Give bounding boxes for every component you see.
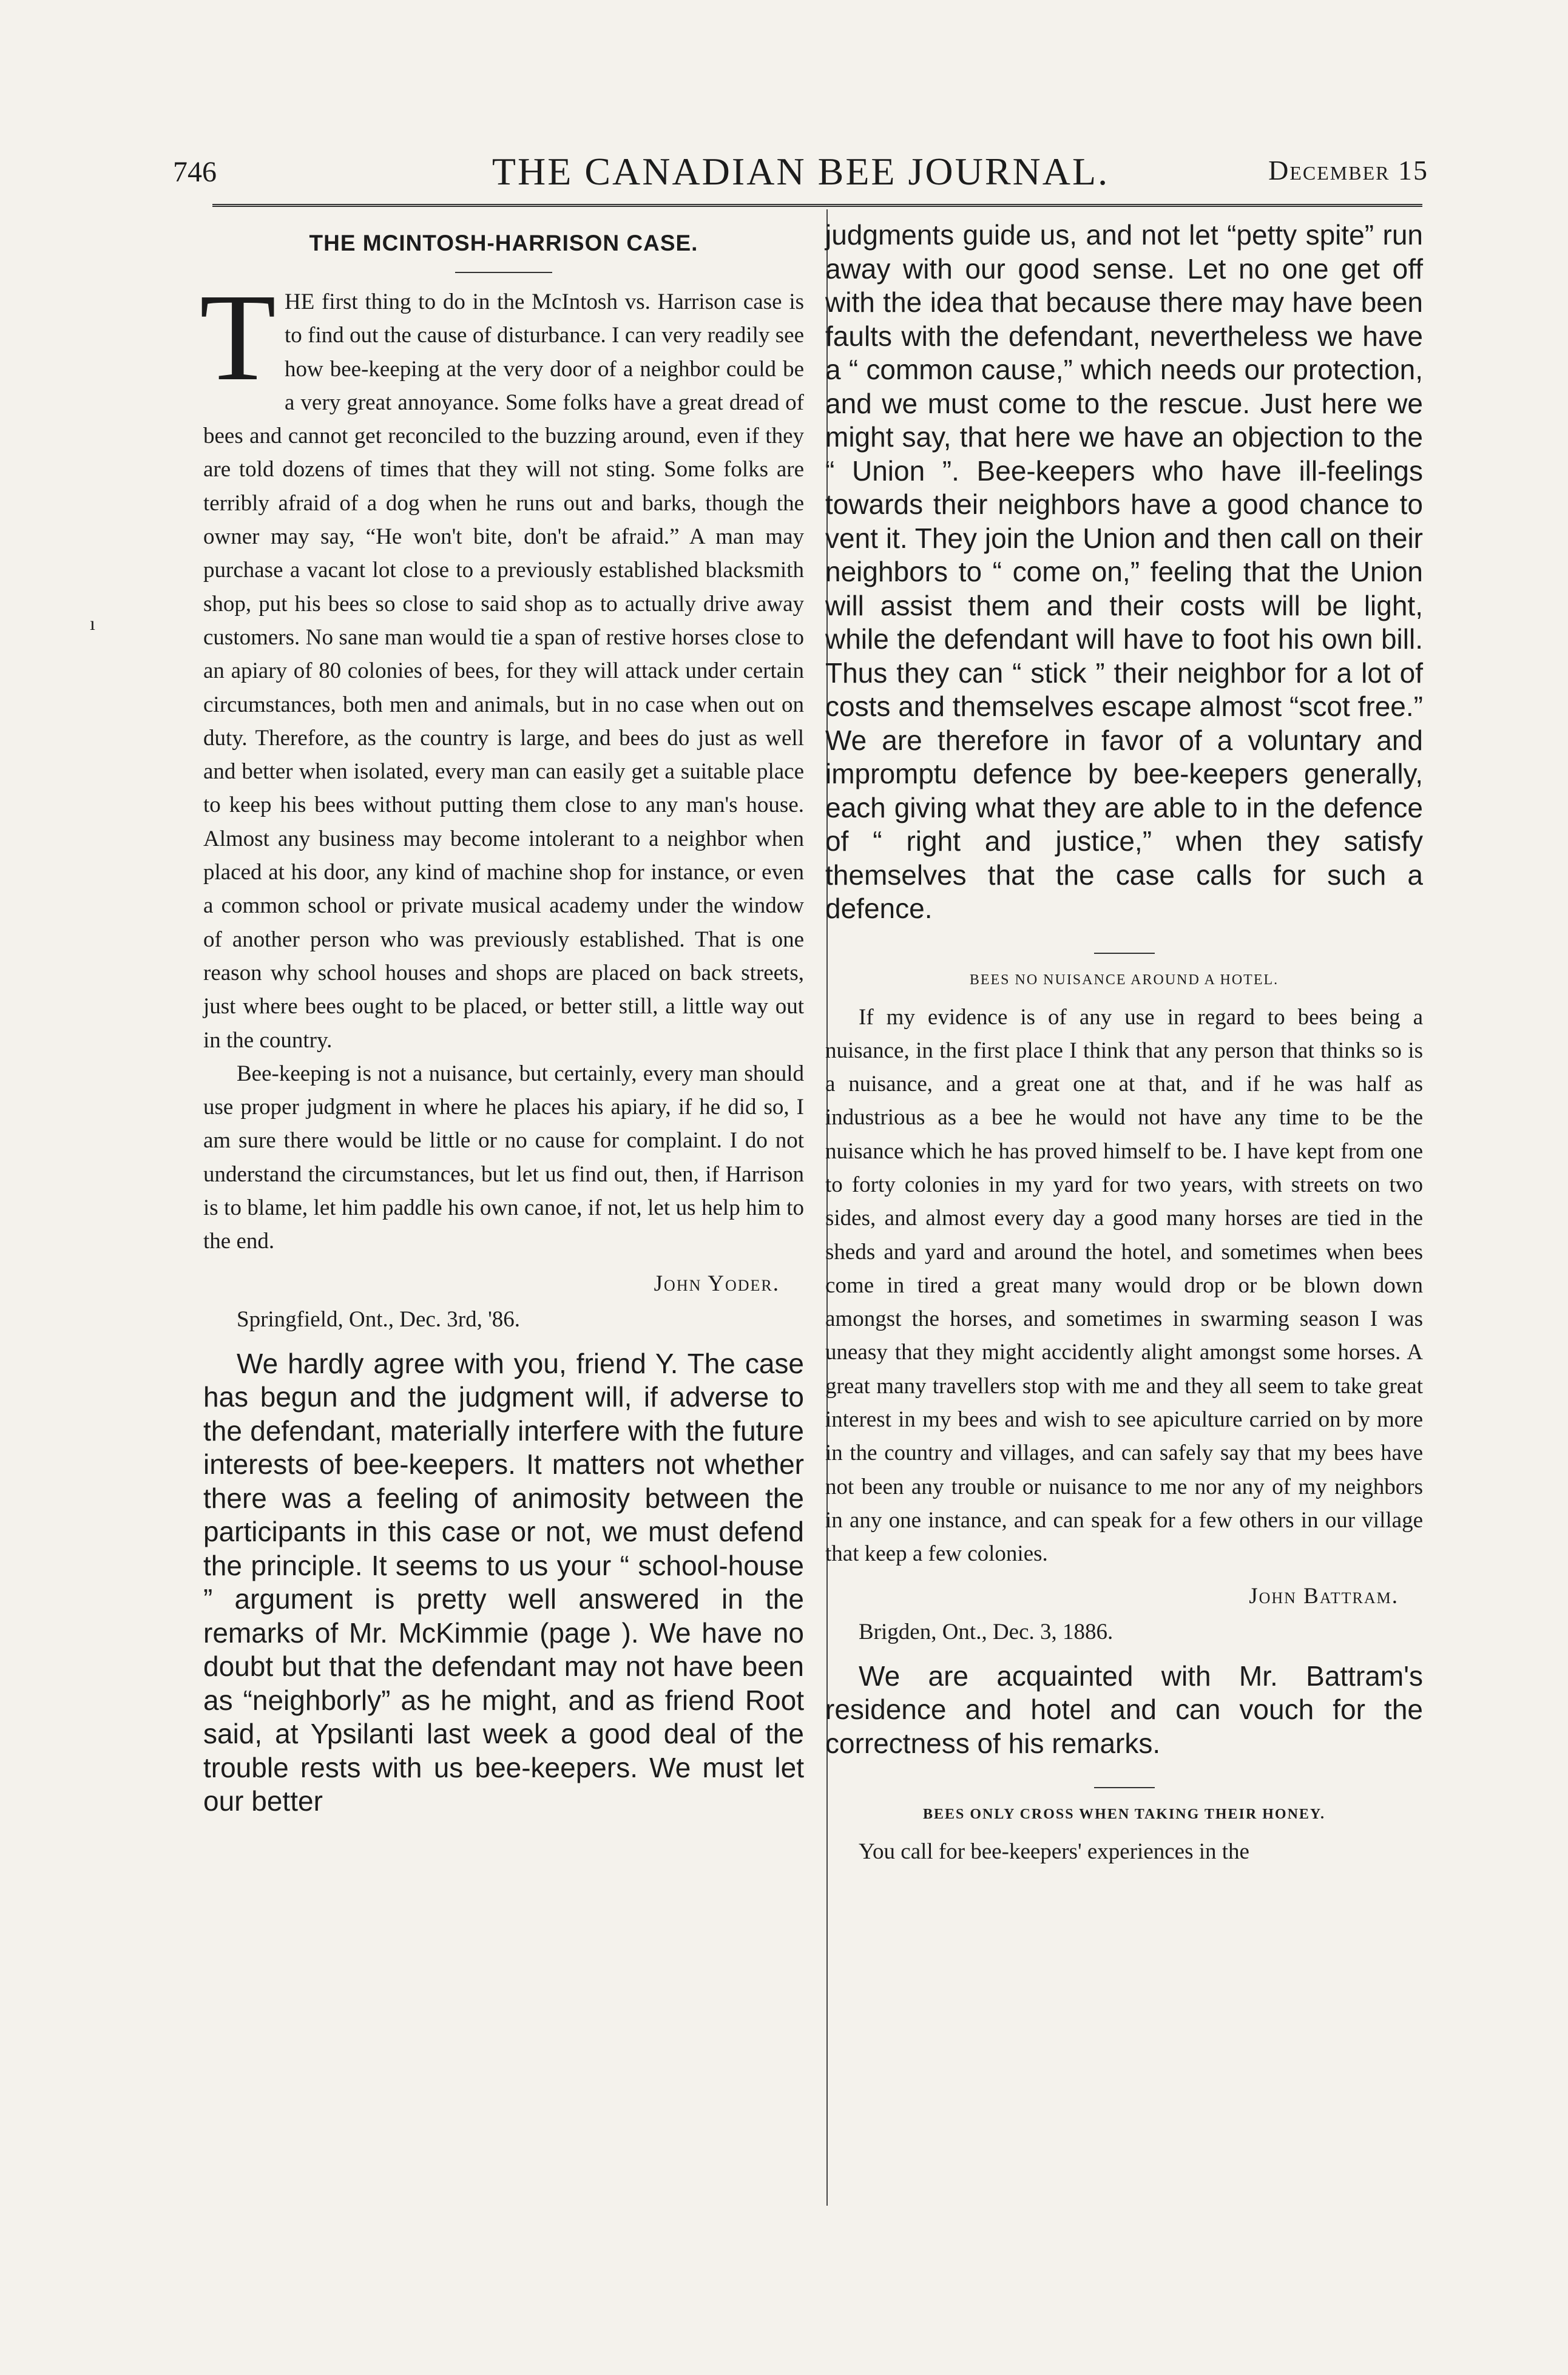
paragraph: Bee-keeping is not a nuisance, but certainly, every man should use proper judgment in where he places his apiary, if he did so, I am sure there would be little or no cause for complaint. I do not understand the circumstances, but let us find out, then, if Harrison is to blame, let him paddle his own canoe, if not, let us help him to the end. — [203, 1061, 804, 1254]
editorial-paragraph: We hardly agree with you, friend Y. The case has begun and the judgment will, if adverse to the defendant, materially interfere with the future interests of bee-keepers. It matters not whether there was a feeling of animosity between the participants in this case or not, we must defend the principle. It seems to us your “ school-house ” argument is pretty well answered in the remarks of Mr. McKimmie (page ). We have no doubt but that the defendant may not have been as “neighborly” as he might, and as friend Root said, at Ypsilanti last week a good deal of the trouble rests with us bee-keepers. We must let our better — [203, 1347, 804, 1817]
left-column — [200, 218, 804, 1819]
paragraph: You call for bee-keepers' experiences in the — [859, 1839, 1249, 1865]
section-rule — [1094, 1787, 1155, 1788]
journal-title: THE CANADIAN BEE JOURNAL. — [492, 150, 1110, 193]
article-body — [200, 268, 804, 1057]
article-title-hotel: BEES NO NUISANCE AROUND A HOTEL. — [969, 971, 1279, 988]
dateline: Springfield, Ont., Dec. 3rd, '86. — [237, 1306, 521, 1332]
editorial-paragraph: judgments guide us, and not let “petty spite” run away with our good sense. Let no one get off with the idea that because there may have been faults with the defendant, nevertheless we have a “ common cause,” which needs our protection, and we must come to the rescue. Just here we might say, that here we have an objection to the “ Union ”. Bee-keepers who have ill-feelings towards their neighbors have a good chance to vent it. They join the Union and then call on their neighbors to “ come on,” feeling that the Union will assist them and their costs will be light, while the defendant will have to foot his own bill. Thus they can “ stick ” their neighbor for a lot of costs and themselves escape almost “scot free.” We are therefore in favor of a voluntary and impromptu defence by bee-keepers generally, each giving what they are able to in the defence of “ right and justice,” when they satisfy themselves that the case calls for such a defence. — [825, 219, 1423, 924]
paragraph: HE first thing to do in the McIntosh vs. Harrison case is to find out the cause of disturbance. I can very readily see how bee-keeping at the very door of a neighbor could be a very great annoyance. Some folks have a great dread of bees and cannot get reconciled to the buzzing around, even if they are told dozens of times that they will not sting. Some folks are terribly afraid of a dog when he runs out and barks, though the owner may say, “He won't bite, don't be afraid.” A man may purchase a vacant lot close to a previously established blacksmith shop, put his bees so close to said shop as to actually drive away customers. No sane man would tie a span of restive horses close to an apiary of 80 colonies of bees, for they will attack under certain circumstances, both men and animals, but in no case when out on duty. Therefore, as the country is large, and bees do just as well and better when isolated, every man can easily get a suitable place to keep his bees without putting them close to any man's house. Almost any business may become intolerant to a neighbor when placed at his door, any kind of machine shop for instance, or even a common school or private musical academy under the window of another person who was previously established. That is one reason why school houses and shops are placed on back streets, just where bees ought to be placed, or better still, a little way out in the country. — [203, 289, 804, 1053]
section-rule — [1094, 953, 1155, 954]
page-number: 746 — [173, 156, 217, 188]
header-rule — [212, 204, 1422, 207]
issue-date: December 15 — [1268, 155, 1428, 186]
margin-mark: ı — [90, 612, 95, 634]
dateline: Brigden, Ont., Dec. 3, 1886. — [859, 1619, 1113, 1644]
running-head — [173, 146, 1428, 200]
article-title-mcintosh-harrison: THE MCINTOSH-HARRISON CASE. — [309, 231, 698, 255]
editorial-paragraph: We are acquainted with Mr. Battram's residence and hotel and can vouch for the correctness of his remarks. — [825, 1660, 1423, 1759]
drop-cap: T — [200, 268, 276, 407]
paragraph: If my evidence is of any use in regard to bees being a nuisance, in the first place I think that any person that thinks so is a nuisance, and a great one at that, and if he was half as industrious as a bee he would not have any time to be the nuisance which he has proved himself to be. I have kept from one to forty colonies in my yard for two years, with streets on two sides, and almost every day a good many horses are tied in the sheds and yard and around the hotel, and sometimes when bees come in tired a great many would drop or be blown down amongst the horses, and sometimes in swarming season I was uneasy that they might accidently alight amongst some horses. A great many travellers stop with me and they all seem to take great interest in my bees and wish to see apiculture carried on by more in the country and villages, and can safely say that my bees have not been any trouble or nuisance to me nor any of my neighbors in any one instance, and can speak for a few others in our village that keep a few colonies. — [825, 1004, 1423, 1567]
article-title-bees-cross: BEES ONLY CROSS WHEN TAKING THEIR HONEY. — [922, 1806, 1326, 1823]
right-column — [825, 218, 1423, 1868]
signature: John Battram. — [1249, 1583, 1399, 1609]
signature: John Yoder. — [654, 1271, 780, 1296]
title-rule — [455, 272, 552, 273]
